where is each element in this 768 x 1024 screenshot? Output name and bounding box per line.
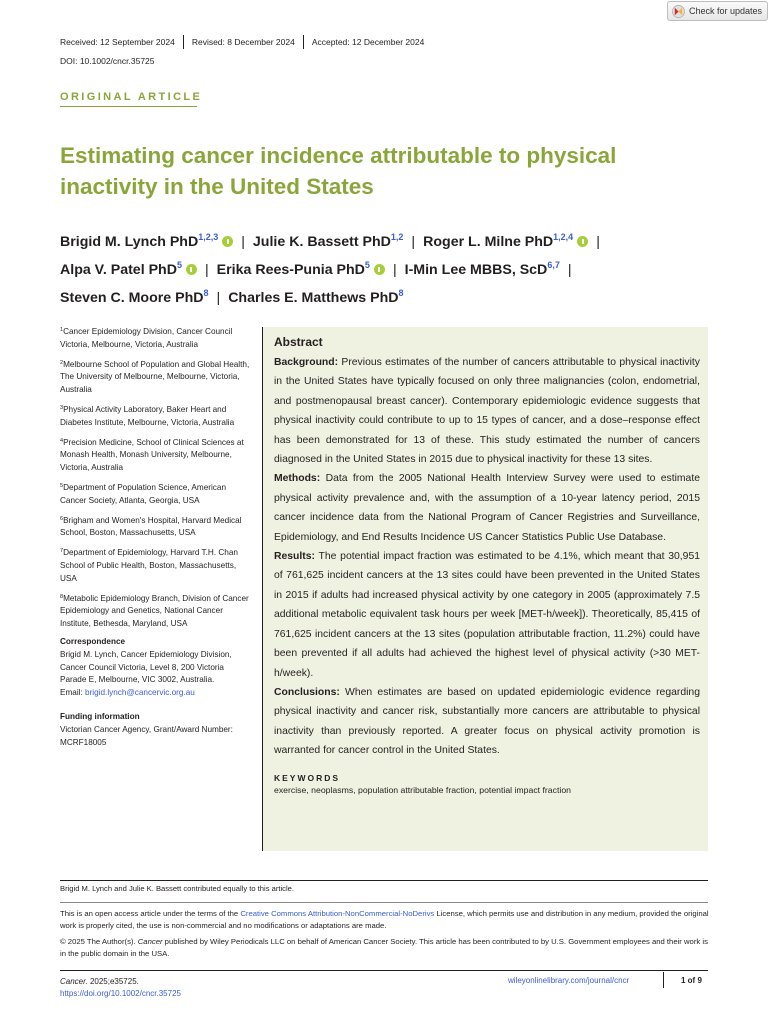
doi-link[interactable]: https://doi.org/10.1002/cncr.35725 bbox=[60, 989, 181, 998]
abstract-conclusions bbox=[274, 683, 700, 761]
author-name: Steven C. Moore PhD bbox=[60, 290, 204, 306]
footer-divider bbox=[60, 970, 708, 971]
author-list bbox=[60, 226, 720, 310]
results-label: Results: bbox=[274, 551, 315, 563]
author-affiliation-sup: 8 bbox=[398, 288, 404, 298]
article-type-underline bbox=[60, 106, 197, 107]
author bbox=[253, 234, 404, 250]
abstract-methods bbox=[274, 469, 700, 547]
affiliation-item bbox=[60, 402, 250, 429]
affiliation-number: 4 bbox=[60, 437, 64, 444]
affiliation-number: 1 bbox=[60, 327, 64, 333]
author bbox=[60, 262, 197, 278]
author-affiliation-sup: 5 bbox=[176, 260, 182, 270]
author-affiliation-sup: 8 bbox=[203, 288, 209, 298]
affiliation-item bbox=[60, 357, 250, 397]
page-number: 1 of 9 bbox=[681, 976, 702, 985]
check-for-updates-button[interactable] bbox=[667, 1, 768, 21]
author bbox=[228, 290, 403, 306]
license-text-post: License, which permits use and distribution in any medium, provided the original work is properly cited, the use is non-commercial and no modifications or adaptations are made. bbox=[60, 909, 709, 930]
author-separator: | bbox=[411, 234, 416, 250]
journal-citation bbox=[60, 976, 181, 1000]
copyright-pre: © 2025 The Author(s). bbox=[60, 937, 138, 946]
citation-line bbox=[60, 976, 181, 988]
footer-divider bbox=[60, 880, 708, 881]
affiliation-text: Department of Epidemiology, Harvard T.H. Chan School of Public Health, Boston, Massachusetts, USA bbox=[60, 548, 238, 583]
check-for-updates-label: Check for updates bbox=[689, 6, 763, 16]
affiliation-text: Cancer Epidemiology Division, Cancer Council Victoria, Melbourne, Victoria, Australia bbox=[60, 327, 233, 349]
conclusions-text: When estimates are based on updated epidemiologic evidence regarding physical inactivity and cancer risk, substantially more cancers are attributable to physical inactivity than previously reported. A greater focus on physical activity promotion is warranted for cancer control in the United States. bbox=[274, 686, 700, 757]
correspondence-text: Brigid M. Lynch, Cancer Epidemiology Division, Cancer Council Victoria, Level 8, 200 Victoria Parade E, Melbourne, VIC 3002, Australia. bbox=[60, 649, 232, 685]
contribution-note: Brigid M. Lynch and Julie K. Bassett contributed equally to this article. bbox=[60, 884, 294, 893]
author-name: Charles E. Matthews PhD bbox=[228, 290, 399, 306]
author-separator: | bbox=[216, 290, 221, 306]
copyright-note bbox=[60, 936, 710, 960]
author bbox=[423, 234, 588, 250]
affiliation-item bbox=[60, 480, 250, 507]
author-separator: | bbox=[241, 234, 245, 250]
copyright-journal: Cancer bbox=[137, 937, 163, 946]
author-name: Julie K. Bassett PhD bbox=[252, 234, 391, 250]
author bbox=[60, 290, 209, 306]
affiliation-number: 8 bbox=[60, 593, 64, 600]
journal-ref: 2025;e35725. bbox=[87, 977, 139, 986]
sidebar bbox=[60, 324, 250, 761]
journal-name: Cancer. bbox=[60, 977, 88, 986]
background-label: Background: bbox=[274, 357, 339, 368]
funding-text: Victorian Cancer Agency, Grant/Award Number: MCRF18005 bbox=[60, 724, 233, 747]
keywords-heading: KEYWORDS bbox=[274, 772, 341, 783]
abstract-background bbox=[274, 353, 700, 469]
email-label: Email: bbox=[60, 687, 83, 697]
funding-heading: Funding information bbox=[60, 712, 140, 722]
affiliation-text: Precision Medicine, School of Clinical Sciences at Monash Health, Monash University, Melbourne, Victoria, Australia bbox=[60, 437, 244, 472]
copyright-post: published by Wiley Periodicals LLC on behalf of American Cancer Society. This article has been contributed to by U.S. Government employees and their work is in the public domain in the USA. bbox=[60, 937, 708, 958]
abstract-heading: Abstract bbox=[274, 335, 323, 349]
affiliation-number: 6 bbox=[60, 515, 64, 522]
author-name: Alpa V. Patel PhD bbox=[60, 262, 177, 278]
license-link[interactable]: Creative Commons Attribution-NonCommercial-NoDerivs bbox=[240, 909, 435, 918]
affiliation-item bbox=[60, 435, 250, 475]
author bbox=[217, 262, 385, 278]
author-name: I-Min Lee MBBS, ScD bbox=[404, 262, 548, 278]
doi: DOI: 10.1002/cncr.35725 bbox=[60, 56, 155, 66]
affiliation-item bbox=[60, 591, 250, 631]
article-type: ORIGINAL ARTICLE bbox=[60, 91, 203, 103]
abstract-body bbox=[274, 353, 700, 761]
author-separator: | bbox=[596, 234, 600, 250]
methods-text: Data from the 2005 National Health Interview Survey were used to estimate physical activity prevalence and, with the assumption of a 10-year latency period, 2015 cancer incidence data from the National Program of Cancer Registries and Surveillance, Epidemiology, and End Results Incidence US Cancer Statistics Public Use Database. bbox=[274, 473, 700, 543]
affiliation-number: 7 bbox=[60, 548, 64, 555]
affiliation-number: 2 bbox=[60, 359, 64, 366]
author-separator: | bbox=[204, 262, 209, 278]
correspondence-email-row bbox=[60, 687, 250, 700]
affiliation-number: 3 bbox=[60, 404, 64, 411]
author-affiliation-sup: 1,2 bbox=[390, 232, 404, 242]
affiliation-text: Physical Activity Laboratory, Baker Heart and Diabetes Institute, Melbourne, Victoria, Australia bbox=[60, 404, 235, 427]
affiliation-item bbox=[60, 545, 250, 585]
abstract-box bbox=[262, 327, 708, 851]
author-name: Erika Rees-Punia PhD bbox=[216, 262, 365, 278]
email-link[interactable]: brigid.lynch@cancervic.org.au bbox=[85, 687, 195, 697]
affiliation-text: Brigham and Women's Hospital, Harvard Medical School, Boston, Massachusetts, USA bbox=[60, 515, 242, 538]
author-affiliation-sup: 1,2,3 bbox=[198, 232, 219, 242]
affiliation-item bbox=[60, 324, 250, 351]
correspondence bbox=[60, 636, 250, 699]
abstract-results bbox=[274, 547, 700, 683]
affiliation-number: 5 bbox=[60, 482, 64, 489]
article-title: Estimating cancer incidence attributable to physical inactivity in the United States bbox=[60, 143, 617, 199]
license-note bbox=[60, 908, 710, 932]
methods-label: Methods: bbox=[274, 473, 321, 485]
author-name: Roger L. Milne PhD bbox=[423, 234, 554, 250]
divider bbox=[303, 35, 304, 49]
received-date: Received: 12 September 2024 bbox=[60, 37, 175, 47]
crossmark-icon bbox=[672, 5, 685, 18]
conclusions-label: Conclusions: bbox=[274, 686, 340, 698]
orcid-icon[interactable] bbox=[577, 236, 588, 247]
keywords-text: exercise, neoplasms, population attributable fraction, potential impact fraction bbox=[274, 784, 571, 795]
affiliation-text: Metabolic Epidemiology Branch, Division of Cancer Epidemiology and Genetics, National Cancer Institute, Bethesda, Maryland, USA bbox=[60, 593, 249, 628]
author-name: Brigid M. Lynch PhD bbox=[60, 234, 199, 250]
orcid-icon[interactable] bbox=[222, 236, 233, 247]
author-affiliation-sup: 5 bbox=[364, 260, 370, 270]
footer-divider bbox=[663, 972, 664, 988]
license-text-pre: This is an open access article under the terms of the bbox=[60, 909, 241, 918]
journal-site-link[interactable]: wileyonlinelibrary.com/journal/cncr bbox=[508, 976, 630, 985]
correspondence-heading: Correspondence bbox=[60, 637, 126, 647]
affiliation-item bbox=[60, 513, 250, 540]
affiliations bbox=[60, 324, 250, 630]
article-dates bbox=[60, 37, 424, 49]
results-text: The potential impact fraction was estimated to be 4.1%, which meant that 30,951 of 761,625 incident cancers at the 13 sites could have been prevented in the United States in 2015 if adults had increased physical activity by one category in 2005 (approximately 7.5 additional metabolic equivalent task hours per week [MET-h/week]). Theoretically, 85,415 of 761,625 incident cancers at the 13 sites (population attributable fraction, 11.2%) could have been prevented if all adults had achieved the highest level of physical activity (>30 MET-h/week). bbox=[274, 551, 700, 679]
orcid-icon[interactable] bbox=[374, 264, 385, 275]
footer-divider bbox=[60, 902, 708, 903]
author-affiliation-sup: 6,7 bbox=[547, 260, 560, 270]
accepted-date: Accepted: 12 December 2024 bbox=[311, 37, 425, 47]
author-separator: | bbox=[567, 262, 572, 278]
affiliation-text: Department of Population Science, American Cancer Society, Atlanta, Georgia, USA bbox=[60, 482, 226, 505]
author-affiliation-sup: 1,2,4 bbox=[553, 232, 574, 242]
background-text: Previous estimates of the number of cancers attributable to physical inactivity in the United States have typically focused on only three malignancies (colon, endometrial, and postmenopausal breast cancer). Contemporary epidemiologic evidence suggests that physical inactivity could contribute to up to 15 types of cancer, and a dose–response effect has been demonstrated for 13 of these. This study estimated the number of cancers diagnosed in the United States in 2015 due to physical inactivity for these 13 sites. bbox=[274, 357, 701, 466]
funding bbox=[60, 711, 250, 749]
orcid-icon[interactable] bbox=[186, 264, 197, 275]
author bbox=[60, 234, 233, 250]
divider bbox=[183, 35, 184, 49]
author bbox=[405, 262, 560, 278]
author-separator: | bbox=[392, 262, 397, 278]
affiliation-text: Melbourne School of Population and Global Health, The University of Melbourne, Melbourne, Victoria, Australia bbox=[60, 359, 250, 394]
revised-date: Revised: 8 December 2024 bbox=[191, 37, 295, 47]
